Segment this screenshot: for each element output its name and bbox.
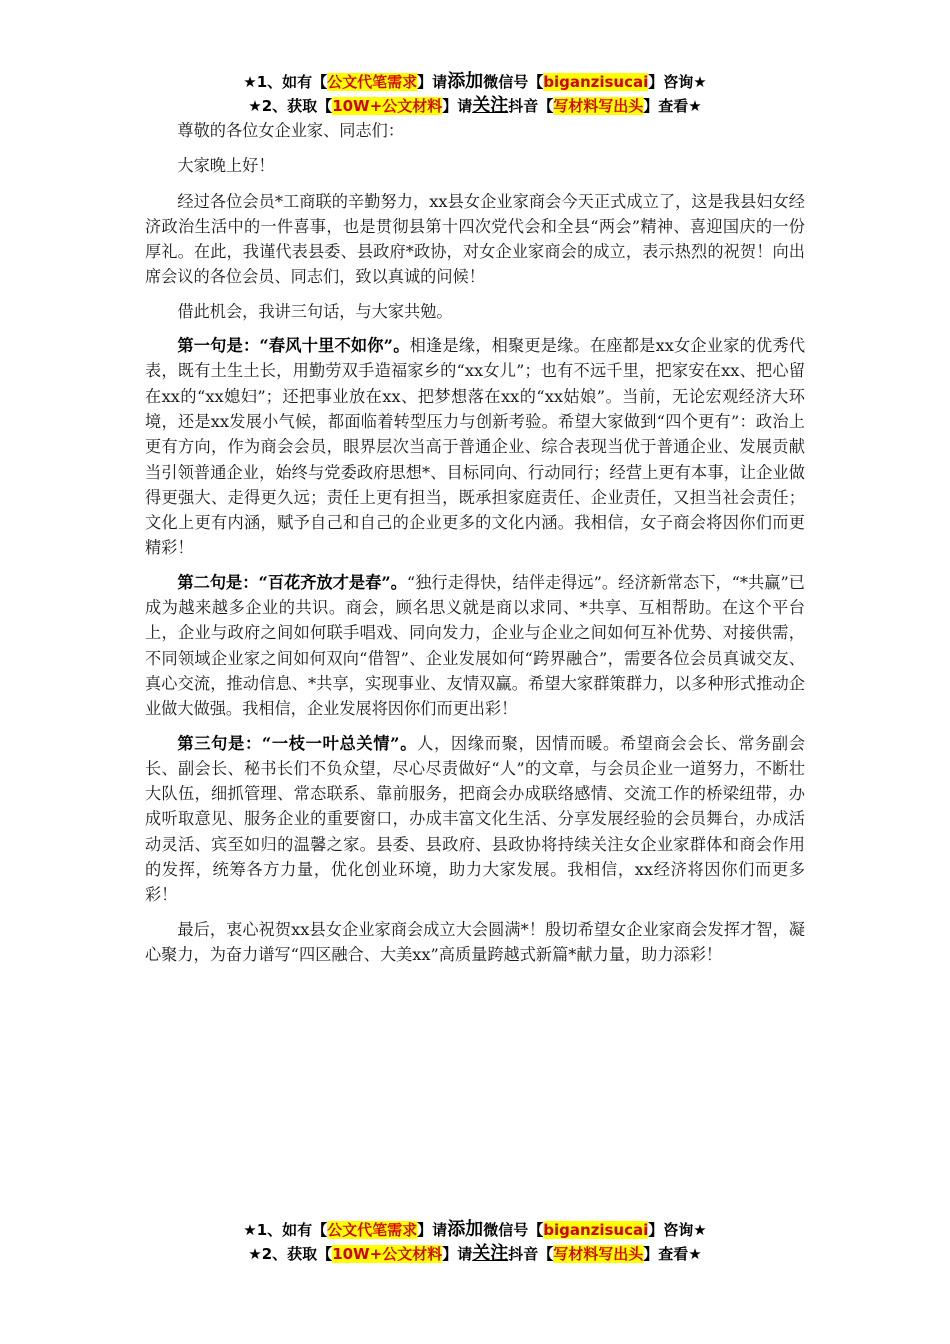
banner-line-1	[0, 1218, 950, 1242]
point-2-text: “独行走得快，结伴走得远”。经济新常态下，“*共赢”已成为越来越多企业的共识。商会，顾名思义就是商以求同、*共享、互相帮助。在这个平台上，企业与政府之间如何联手唱戏、同向发力，企业与企业之间如何互补优势、对接供需，不同领域企业家之间如何双向“借智”、企业发展如何“跨界融合”，需要各位会员真诚交友、真心交流，推动信息、*共享，实现事业、友情双赢。希望大家群策群力，以多种形式推动企业做大做强。我相信，企业发展将因你们而更出彩！	[145, 572, 805, 719]
paragraph-closing: 最后，衷心祝贺xx县女企业家商会成立大会圆满*！殷切希望女企业家商会发挥才智，凝心聚力，为奋力谱写“四区融合、大美xx”高质量跨越式新篇*献力量，助力添彩！	[145, 919, 805, 964]
banner-text: 微信号【	[483, 1221, 544, 1239]
speech-body	[145, 118, 805, 976]
banner-text: 】咨询★	[648, 1221, 707, 1239]
banner-text: ★2、获取【	[248, 97, 333, 115]
banner-emphasis: 关注	[472, 1243, 509, 1264]
banner-line-2	[0, 1242, 950, 1266]
banner-text: 】查看★	[643, 97, 702, 115]
point-1-title: 第一句是：“春风十里不如你”。	[177, 336, 410, 356]
point-3-title: 第三句是：“一枝一叶总关情”。	[177, 733, 418, 753]
banner-text: 】请	[442, 1245, 473, 1263]
banner-wechat-id: biganzisucai	[543, 73, 649, 91]
banner-text: 】请	[417, 1221, 448, 1239]
banner-text: 】查看★	[643, 1245, 702, 1263]
banner-text: 】请	[442, 97, 473, 115]
banner-line-1	[0, 70, 950, 94]
banner-text: 抖音【	[508, 1245, 554, 1263]
banner-text: ★1、如有【	[243, 1221, 328, 1239]
banner-highlight: 10W+公文材料	[332, 97, 443, 115]
banner-line-2	[0, 94, 950, 118]
banner-douyin-id: 写材料写出头	[553, 1245, 644, 1263]
banner-text: 】咨询★	[648, 73, 707, 91]
banner-text: 】请	[417, 73, 448, 91]
paragraph-intro: 经过各位会员*工商联的辛勤努力，xx县女企业家商会今天正式成立了，这是我县妇女经济政治生活中的一件喜事，也是贯彻县第十四次党代会和全县“两会”精神、喜迎国庆的一份厚礼。在此，我谨代表县委、县政府*政协，对女企业家商会的成立，表示热烈的祝贺！向出席会议的各位会员、同志们，致以真诚的问候！	[145, 191, 805, 287]
footer-banner	[0, 1218, 950, 1266]
greeting: 大家晚上好！	[177, 156, 275, 176]
banner-text: ★1、如有【	[243, 73, 328, 91]
banner-highlight: 公文代笔需求	[327, 1221, 418, 1239]
banner-text: 抖音【	[508, 97, 554, 115]
banner-wechat-id: biganzisucai	[543, 1221, 649, 1239]
banner-douyin-id: 写材料写出头	[553, 97, 644, 115]
paragraph-point-2	[145, 570, 805, 722]
point-1-text: 相逢是缘，相聚更是缘。在座都是xx女企业家的优秀代表，既有土生土长，用勤劳双手造福家乡的“xx女儿”；也有不远千里，把家安在xx、把心留在xx的“xx媳妇”；还把事业放在xx、把梦想落在xx的“xx姑娘”。当前，无论宏观经济大环境，还是xx发展小气候，都面临着转型压力与创新考验。希望大家做到“四个更有”：政治上更有方向，作为商会会员，眼界层次当高于普通企业、综合表现当优于普通企业、发展贡献当引领普通企业，始终与党委政府思想*、目标同向、行动同行；经营上更有本事，让企业做得更强大、走得更久远；责任上更有担当，既承担家庭责任、企业责任，又担当社会责任；文化上更有内涵，赋予自己和自己的企业更多的文化内涵。我相信，女子商会将因你们而更精彩！	[145, 336, 806, 558]
banner-text: 微信号【	[483, 73, 544, 91]
point-2-title: 第二句是：“百花齐放才是春”。	[177, 572, 407, 592]
paragraph-point-1	[145, 333, 805, 561]
banner-emphasis: 关注	[472, 95, 509, 116]
banner-highlight: 10W+公文材料	[332, 1245, 443, 1263]
banner-text: ★2、获取【	[248, 1245, 333, 1263]
banner-emphasis: 添加	[447, 71, 484, 92]
paragraph-transition: 借此机会，我讲三句话，与大家共勉。	[177, 301, 453, 321]
point-3-text: 人，因缘而聚，因情而暖。希望商会会长、常务副会长、副会长、秘书长们不负众望，尽心尽责做好“人”的文章，与会员企业一道努力，不断壮大队伍，细抓管理、常态联系、靠前服务，把商会办成联络感情、交流工作的桥梁纽带，办成听取意见、服务企业的重要窗口，办成丰富文化生活、分享发展经验的会员舞台，办成活动灵活、宾至如归的温馨之家。县委、县政府、县政协将持续关注女企业家群体和商会作用的发挥，统筹各方力量，优化创业环境，助力大家发展。我相信，xx经济将因你们而更多彩！	[145, 733, 806, 905]
salutation: 尊敬的各位女企业家、同志们：	[177, 121, 405, 140]
banner-highlight: 公文代笔需求	[327, 73, 418, 91]
paragraph-point-3	[145, 731, 805, 908]
banner-emphasis: 添加	[447, 1219, 484, 1240]
header-banner	[0, 70, 950, 118]
